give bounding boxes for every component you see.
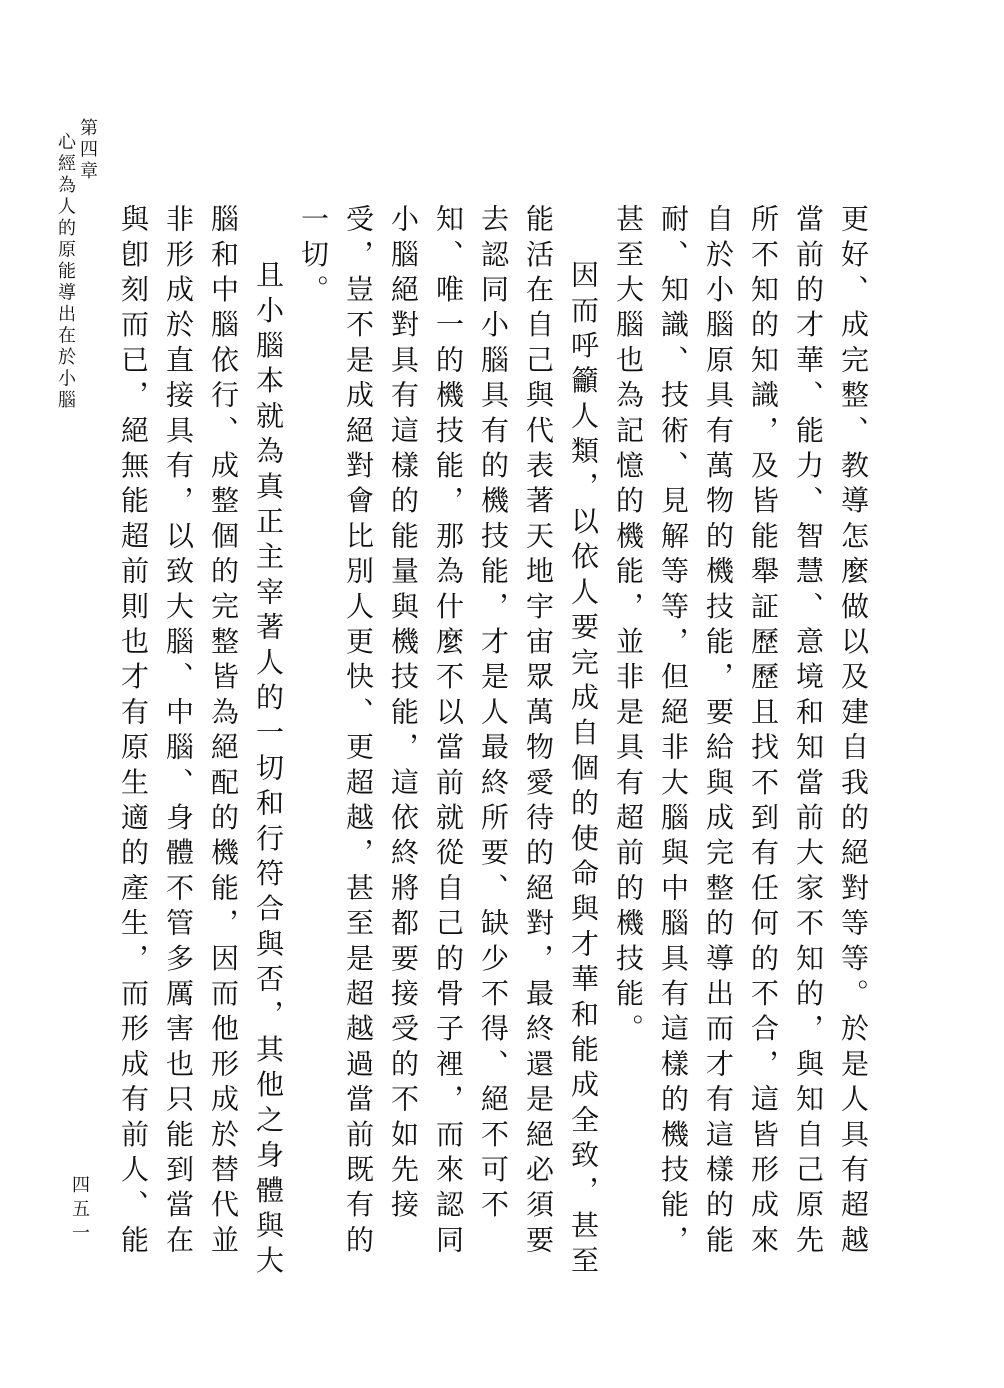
chapter-title: 心經為人的原能導出在於小腦 bbox=[55, 132, 76, 412]
running-header bbox=[55, 118, 98, 638]
paragraph-2: 因而呼籲人類，以依人要完成自個的使命與才華和能成全致，甚至能活在自己與代表著天地宇宙眾萬物愛待的絕對，最終還是絕必須要去認同小腦具有的機技能，才是人最終所要、缺少不得、絕不可不知、唯一的機技能，那為什麼不以當前就從自己的骨子裡，而來認同小腦絕對具有這樣的能量與機技能，這依終將都要接受的不如先接受，豈不是成絕對會比別人更快、更超越，甚至是超越過當前既有的一切。 bbox=[297, 204, 600, 1281]
chapter-label: 第四章 bbox=[77, 118, 98, 183]
paragraph-3: 且小腦本就為真正主宰著人的一切和行符合與否，其他之身體與大腦和中腦依行、成整個的完整皆為絕配的機能，因而他形成於替代並非形成於直接具有，以致大腦、中腦、身體不管多厲害也只能到當在與卽刻而已，絕無能超前則也才有原生適的產生，而形成有前人、能 bbox=[117, 204, 285, 1281]
main-text-block bbox=[106, 204, 876, 1284]
page-number: 四五一 bbox=[69, 1175, 90, 1247]
paragraph-1: 更好、成完整、教導怎麼做以及建自我的絕對等等。於是人具有超越當前的才華、能力、智慧、意境和知當前大家不知的，與知自己原先所不知的知識，及皆能舉証歷歷且找不到有任何的不合，這皆形成來自於小腦原具有萬物的機技能，要給與成完整的導出而才有這樣的能耐、知識、技術、見解等等，但絕非大腦與中腦具有這樣的機技能，甚至大腦也為記憶的機能，並非是具有超前的機技能。 bbox=[612, 204, 870, 1260]
